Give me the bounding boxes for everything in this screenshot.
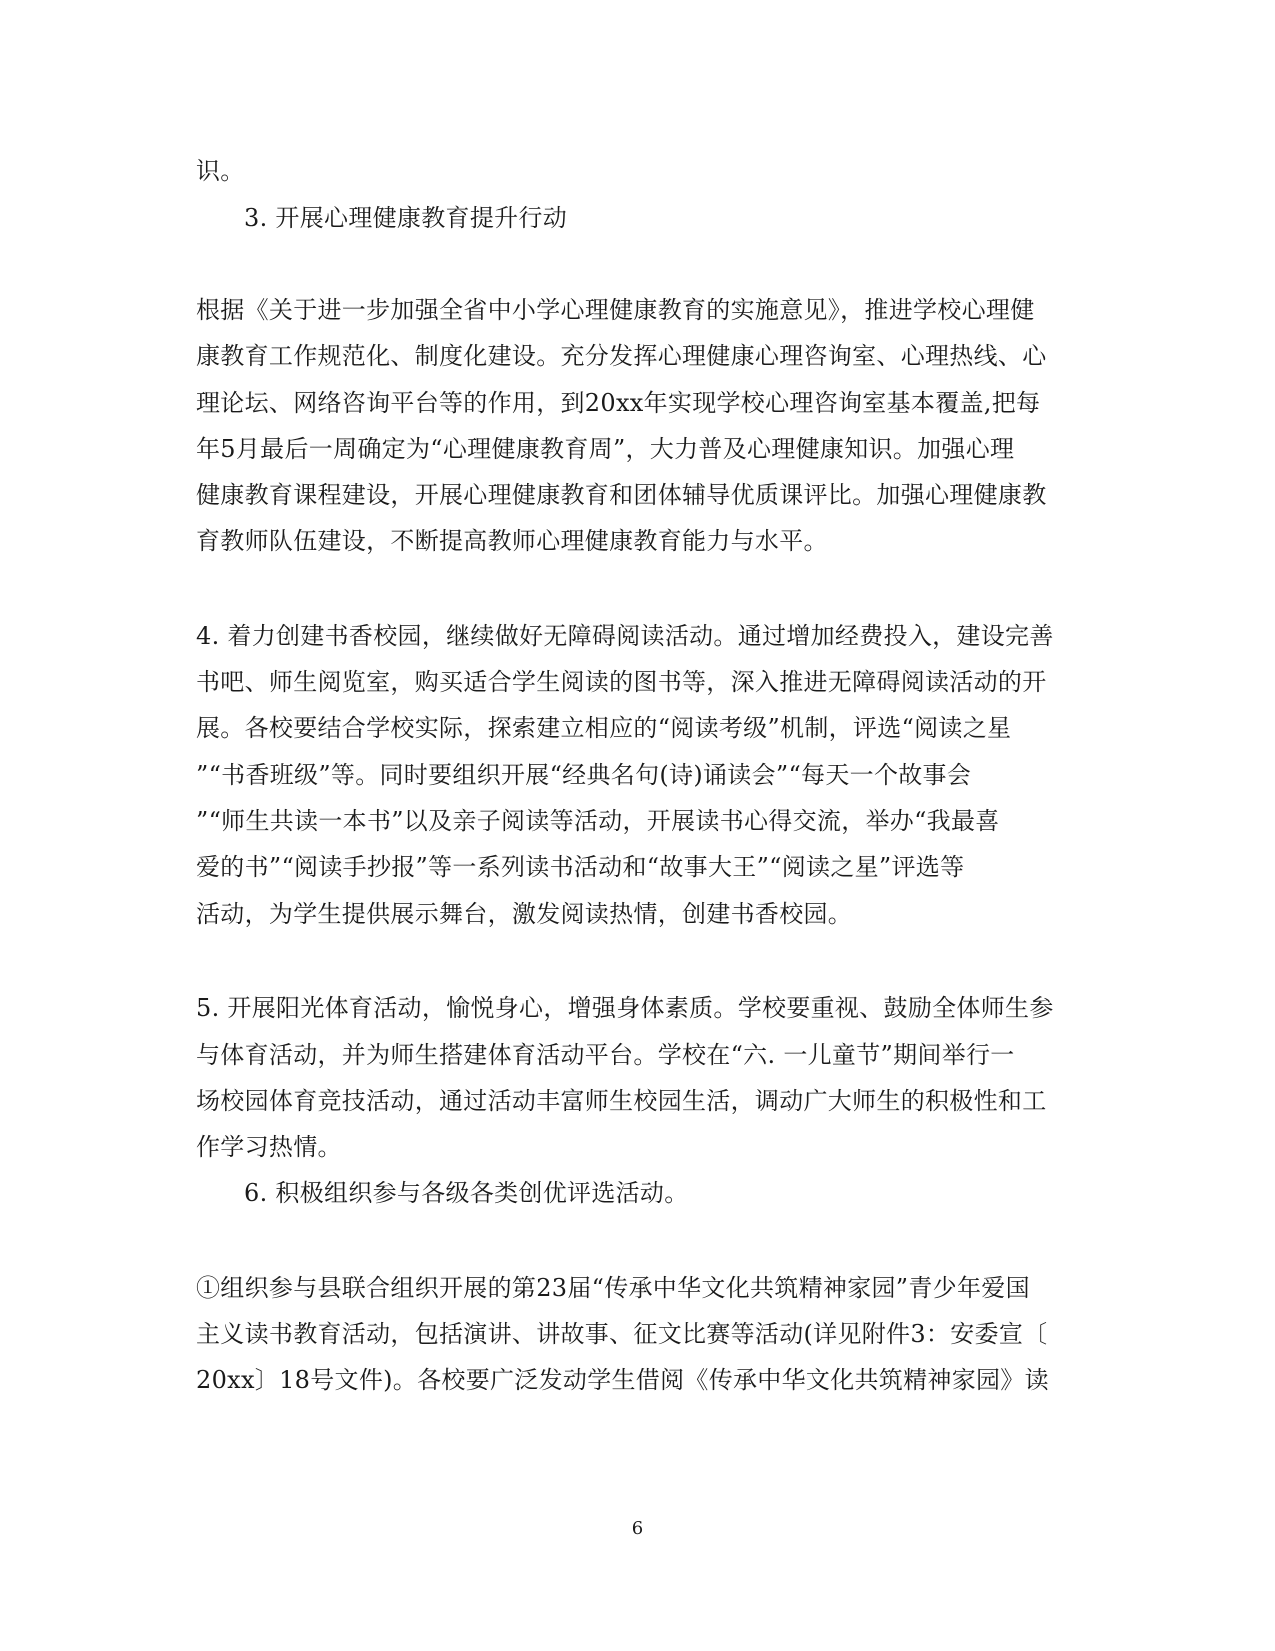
text-line: ”“书香班级”等。同时要组织开展“经典名句(诗)诵读会”“每天一个故事会 <box>196 761 972 789</box>
text-line: 书吧、师生阅览室，购买适合学生阅读的图书等，深入推进无障碍阅读活动的开 <box>196 668 1047 696</box>
text-line: 活动，为学生提供展示舞台，激发阅读热情，创建书香校园。 <box>196 900 853 928</box>
text-line: ”“师生共读一本书”以及亲子阅读等活动，开展读书心得交流，举办“我最喜 <box>196 807 1000 835</box>
section-heading-3: 3. 开展心理健康教育提升行动 <box>244 204 568 232</box>
section-item-5: 5. 开展阳光体育活动，愉悦身心，增强身体素质。学校要重视、鼓励全体师生参 <box>196 994 1054 1022</box>
section-item-4: 4. 着力创建书香校园，继续做好无障碍阅读活动。通过增加经费投入，建设完善 <box>196 622 1054 650</box>
text-line: 康教育工作规范化、制度化建设。充分发挥心理健康心理咨询室、心理热线、心 <box>196 342 1047 370</box>
text-line: ①组织参与县联合组织开展的第23届“传承中华文化共筑精神家园”青少年爱国 <box>196 1274 1030 1302</box>
text-line: 展。各校要结合学校实际，探索建立相应的“阅读考级”机制，评选“阅读之星 <box>196 714 1012 742</box>
text-line: 根据《关于进一步加强全省中小学心理健康教育的实施意见》，推进学校心理健 <box>196 296 1035 324</box>
text-line: 作学习热情。 <box>196 1133 342 1161</box>
text-line: 理论坛、网络咨询平台等的作用，到20xx年实现学校心理咨询室基本覆盖,把每 <box>196 389 1041 417</box>
text-line: 年5月最后一周确定为“心理健康教育周”，大力普及心理健康知识。加强心理 <box>196 435 1015 463</box>
page-number: 6 <box>631 1518 644 1539</box>
text-line: 与体育活动，并为师生搭建体育活动平台。学校在“六. 一儿童节”期间举行一 <box>196 1041 1015 1069</box>
text-line: 育教师队伍建设，不断提高教师心理健康教育能力与水平。 <box>196 527 828 555</box>
text-line: 主义读书教育活动，包括演讲、讲故事、征文比赛等活动(详见附件3：安委宣〔 <box>196 1320 1048 1348</box>
text-line: 20xx〕18号文件)。各校要广泛发动学生借阅《传承中华文化共筑精神家园》读 <box>196 1366 1049 1394</box>
text-line: 识。 <box>196 157 245 185</box>
text-line: 爱的书”“阅读手抄报”等一系列读书活动和“故事大王”“阅读之星”评选等 <box>196 853 965 881</box>
text-line: 健康教育课程建设，开展心理健康教育和团体辅导优质课评比。加强心理健康教 <box>196 481 1047 509</box>
section-heading-6: 6. 积极组织参与各级各类创优评选活动。 <box>244 1179 689 1207</box>
text-line: 场校园体育竞技活动，通过活动丰富师生校园生活，调动广大师生的积极性和工 <box>196 1087 1047 1115</box>
